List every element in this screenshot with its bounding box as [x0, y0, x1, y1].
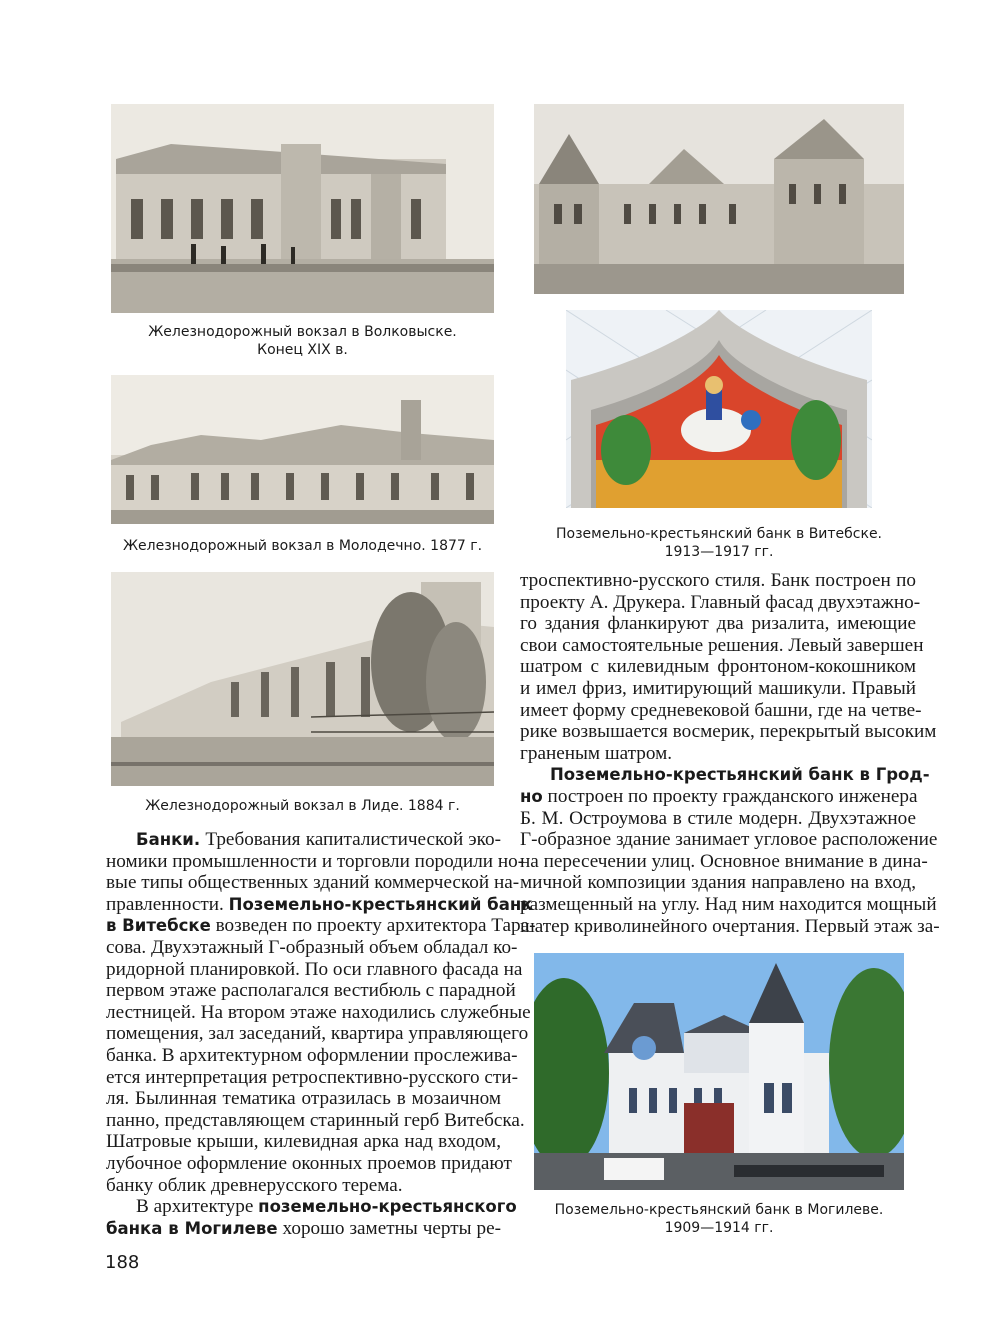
text-line — [106, 850, 525, 873]
text-run: Б. М. Остроумова в стиле модерн. Двухэтажное — [520, 807, 916, 829]
text-run: Шатровые крыши, килевидная арка над входом, — [106, 1131, 501, 1153]
text-line — [520, 591, 921, 614]
text-run: хорошо заметны черты ре- — [277, 1217, 501, 1239]
bold-term: банка в Могилеве — [106, 1218, 278, 1238]
text-line — [520, 743, 916, 765]
text-run: панно, представляющем старинный герб Витебска. — [106, 1109, 525, 1131]
bold-term: Банки. — [136, 830, 201, 849]
text-line — [106, 872, 520, 894]
caption-line: 1913—1917 гг. — [664, 544, 774, 560]
text-line — [520, 678, 916, 700]
bold-term: поземельно-крестьянского — [258, 1197, 517, 1217]
text-run: первом этаже располагался вестибюль с парадной — [106, 980, 516, 1002]
text-line — [106, 958, 523, 981]
bold-term: но — [520, 786, 543, 806]
text-run: мичной композиции здания направлено на вход, — [520, 872, 916, 894]
caption-molodechno — [111, 537, 494, 555]
text-run: построен по проекту гражданского инженера — [542, 785, 918, 807]
left-text-column — [106, 829, 536, 1239]
text-line — [520, 656, 916, 678]
text-line — [520, 872, 916, 894]
text-line — [520, 721, 937, 743]
text-line — [520, 613, 916, 635]
text-line — [520, 764, 930, 786]
text-line — [520, 915, 940, 938]
text-line — [520, 634, 924, 657]
text-run: номики промышленности и торговли породили но- — [106, 850, 525, 872]
text-run: ля. Былинная тематика отразилась в мозаичном — [106, 1088, 501, 1110]
text-line — [520, 699, 922, 722]
photo-vitebsk-bank — [534, 104, 904, 294]
text-run: ется интерпретация ретроспективно-русского сти- — [106, 1066, 518, 1088]
text-run: проекту А. Друкера. Главный фасад двухэтажно- — [520, 591, 921, 613]
text-line — [520, 829, 938, 851]
text-line — [106, 1131, 501, 1153]
text-line — [106, 1001, 531, 1024]
caption-line: Поземельно-крестьянский банк в Могилеве. — [554, 1202, 884, 1218]
caption-mogilev — [534, 1201, 904, 1237]
photo-volkovysk-station — [111, 104, 494, 313]
text-run: шатром с килевидным фронтоном-кокошником — [520, 656, 916, 678]
text-run: рике возвышается восмерик, перекрытый высоким — [520, 721, 937, 743]
text-line — [106, 1066, 518, 1089]
text-run: лестницей. На втором этаже находились служебные — [106, 1001, 531, 1023]
text-run: возведен по проекту архитектора Тара- — [210, 915, 536, 937]
text-line — [520, 570, 916, 592]
caption-line: 1909—1914 гг. — [664, 1220, 774, 1236]
text-line — [520, 893, 937, 916]
text-line — [106, 1109, 525, 1132]
text-run: имеет форму средневековой башни, где на четве- — [520, 699, 922, 721]
text-line — [106, 1152, 512, 1175]
text-line — [520, 850, 928, 873]
caption-line: Железнодорожный вокзал в Молодечно. 1877 г. — [122, 538, 483, 554]
text-run: В архитектуре — [136, 1196, 259, 1218]
caption-line: Конец XIX в. — [257, 342, 348, 358]
text-run: помещения, зал заседаний, квартира управляющего — [106, 1023, 529, 1045]
text-run: Требования капиталистической эко- — [200, 829, 501, 850]
text-run: го здания фланкируют два ризалита, имеющие — [520, 613, 916, 635]
text-run: граненым шатром. — [520, 742, 673, 764]
text-run: банку облик древнерусского терема. — [106, 1174, 403, 1196]
text-run: банка. В архитектурном оформлении прослежива- — [106, 1044, 518, 1066]
text-run: сова. Двухэтажный Г-образный объем обладал ко- — [106, 936, 518, 958]
text-run: шатер криволинейного очертания. Первый этаж за- — [520, 915, 940, 937]
bold-term: Поземельно-крестьянский банк в Грод- — [550, 765, 930, 785]
text-run: Г-образное здание занимает угловое расположение — [520, 829, 938, 851]
text-line — [106, 1175, 501, 1197]
text-line — [106, 936, 518, 959]
photo-mogilev-bank — [534, 953, 904, 1190]
caption-lida — [111, 797, 494, 815]
text-line — [106, 980, 516, 1002]
right-text-column — [520, 570, 940, 937]
text-run: лубочное оформление оконных проемов придают — [106, 1152, 512, 1174]
caption-vitebsk — [534, 525, 904, 561]
caption-line: Железнодорожный вокзал в Лиде. 1884 г. — [145, 798, 460, 814]
photo-vitebsk-mosaic — [566, 310, 872, 508]
photo-molodechno-station — [111, 375, 494, 524]
caption-line: Поземельно-крестьянский банк в Витебске. — [555, 526, 883, 542]
text-run: правленности. — [106, 893, 229, 915]
bold-term: Поземельно-крестьянский банк — [228, 894, 533, 914]
caption-line: Железнодорожный вокзал в Волковыске. — [148, 324, 457, 340]
text-line — [106, 829, 501, 851]
text-run: и имел фриз, имитирующий машикули. Правый — [520, 677, 916, 699]
text-line — [106, 1218, 501, 1240]
page-number: 188 — [105, 1252, 140, 1273]
bold-term: в Витебске — [106, 916, 211, 936]
text-line — [106, 1023, 529, 1045]
text-line — [106, 1088, 501, 1110]
text-line — [106, 1044, 518, 1067]
text-run: на пересечении улиц. Основное внимание в дина- — [520, 850, 928, 872]
text-line — [106, 893, 533, 916]
text-run: вые типы общественных зданий коммерческой на- — [106, 872, 520, 894]
text-line — [106, 915, 536, 937]
text-run: ридорной планировкой. По оси главного фасада на — [106, 958, 523, 980]
caption-volkovysk — [111, 323, 494, 359]
text-line — [106, 1196, 517, 1218]
text-line — [520, 786, 916, 808]
text-run: троспективно-русского стиля. Банк построен по — [520, 570, 916, 591]
text-line — [520, 808, 916, 830]
text-run: свои самостоятельные решения. Левый завершен — [520, 634, 924, 656]
photo-lida-station — [111, 572, 494, 786]
text-run: размещенный на углу. Над ним находится мощный — [520, 893, 937, 915]
